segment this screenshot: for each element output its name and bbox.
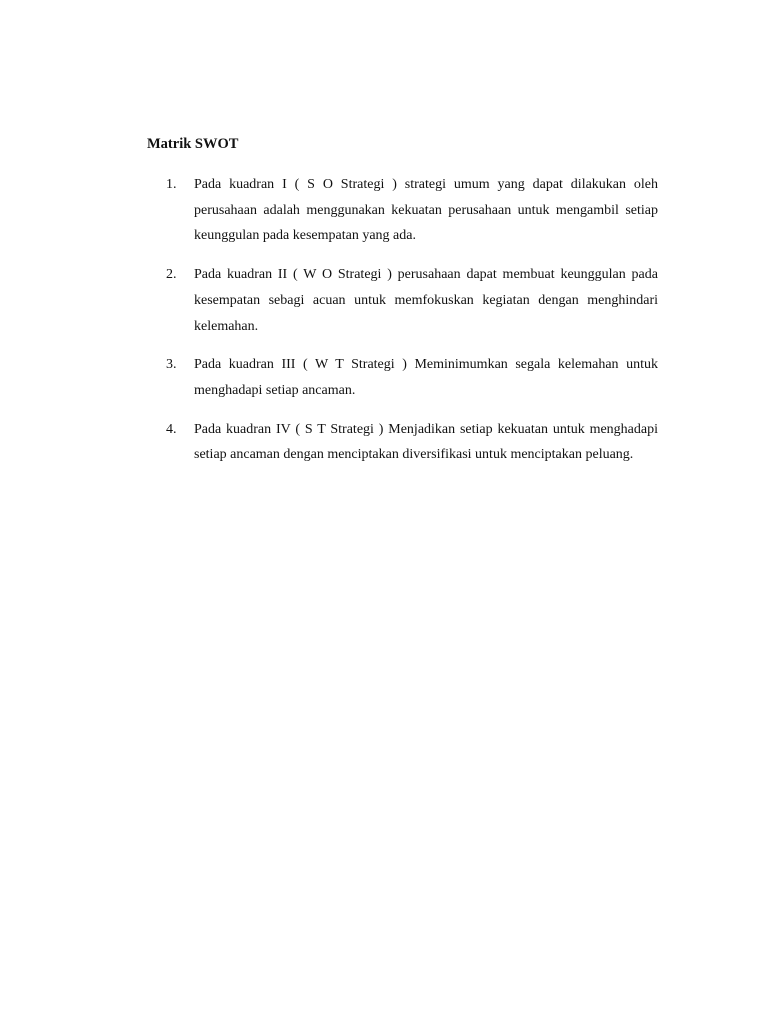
list-item-quadrant-4 — [166, 417, 658, 468]
list-item-quadrant-2 — [166, 262, 658, 339]
list-item-quadrant-1 — [166, 172, 658, 249]
list-item-text: Pada kuadran I ( S O Strategi ) strategi umum yang dapat dilakukan oleh perusahaan adalah menggunakan kekuatan perusahaan untuk mengambil setiap keunggulan pada kesempatan yang ada. — [194, 177, 658, 244]
document-title: Matrik SWOT — [147, 136, 239, 152]
list-item-text: Pada kuadran III ( W T Strategi ) Meminimumkan segala kelemahan untuk menghadapi setiap ancaman. — [194, 357, 658, 398]
list-item-text: Pada kuadran IV ( S T Strategi ) Menjadikan setiap kekuatan untuk menghadapi setiap ancaman dengan menciptakan diversifikasi untuk menciptakan peluang. — [194, 421, 658, 463]
quadrant-list — [166, 172, 658, 481]
list-item-number: 4. — [166, 421, 177, 437]
list-item-number: 1. — [166, 177, 177, 192]
list-item-number: 2. — [166, 267, 177, 283]
list-item-quadrant-3 — [166, 352, 658, 403]
list-item-text: Pada kuadran II ( W O Strategi ) perusahaan dapat membuat keunggulan pada kesempatan sebagi acuan untuk memfokuskan kegiatan dengan menghindari kelemahan. — [194, 267, 658, 334]
list-item-number: 3. — [166, 357, 177, 373]
